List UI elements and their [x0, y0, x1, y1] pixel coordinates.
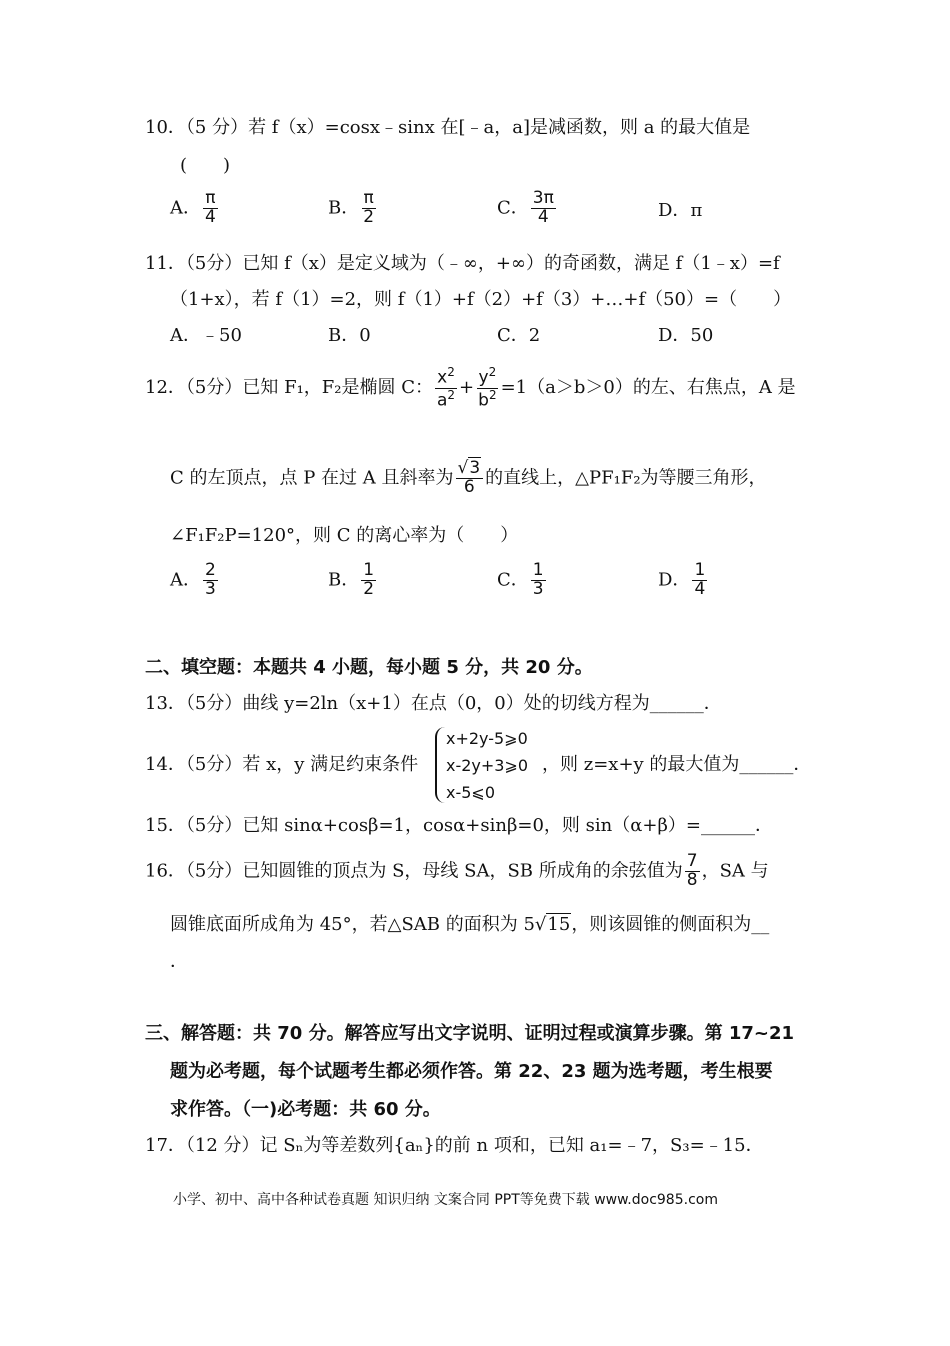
- ellipse-y-fraction: $\frac{y^2}{b^2}$: [478, 365, 497, 411]
- q10-option-c: C． $\frac{3\pi}{4}$: [497, 188, 554, 227]
- ellipse-x-fraction: $\frac{x^2}{a^2}$: [436, 365, 456, 411]
- fraction: $\frac{2}{3}$: [205, 560, 216, 599]
- q14-pre: 14．（5分）若 x，y 满足约束条件: [145, 754, 419, 775]
- q16-line2: 圆锥底面所成角为 45°，若△SAB 的面积为 5√15，则该圆锥的侧面积为__: [170, 914, 770, 935]
- constraint-3: x-5⩽0: [446, 783, 496, 802]
- q14-post: ，则 z=x+y 的最大值为______．: [542, 754, 812, 775]
- constraint-2: x-2y+3⩾0: [446, 756, 529, 775]
- question-number: 11．: [145, 253, 186, 274]
- question-number: 12．: [145, 377, 186, 398]
- q12-line3: ∠F₁F₂P=120°，则 C 的离心率为（ ）: [170, 525, 519, 546]
- q11-option-d: D．50: [658, 325, 714, 346]
- q12-line1: 12．（5分）已知 F₁，F₂是椭圆 C： $\frac{x^2}{a^2}$ + $\frac{y^2}{b^2}$ =1（a＞b＞0）的左、右焦点，A 是: [145, 365, 796, 411]
- q12-option-d: D． $\frac{1}{4}$: [658, 560, 706, 599]
- question-number: 10．: [145, 117, 186, 138]
- q10-option-b: B． $\frac{\pi}{2}$: [328, 188, 375, 227]
- fraction: $\frac{1}{4}$: [694, 560, 706, 599]
- sqrt-icon: √: [457, 458, 469, 478]
- q16-line3: ．: [170, 951, 188, 972]
- slope-fraction: $\frac{√3}{6}$: [456, 460, 484, 497]
- section-heading-answer-line1: 三、解答题：共 70 分。解答应写出文字说明、证明过程或演算步骤。第 17~21: [145, 1023, 795, 1044]
- section-heading-fill-in: 二、填空题：本题共 4 小题，每小题 5 分，共 20 分。: [145, 657, 593, 678]
- q11-option-b: B．0: [328, 325, 371, 346]
- q10-line: [145, 118, 750, 139]
- q11-line1: 11．（5分）已知 f（x）是定义域为（﹣∞，+∞）的奇函数，满足 f（1﹣x）=f: [145, 253, 780, 274]
- q15-line: 15．（5分）已知 sinα+cosβ=1，cosα+sinβ=0，则 sin（α+β）=______．: [145, 815, 773, 836]
- fraction: $\frac{\pi}{2}$: [363, 188, 375, 227]
- cosine-fraction: $\frac{7}{8}$: [686, 851, 698, 890]
- question-number: 15．: [145, 815, 186, 836]
- q16-line1: 16．（5分）已知圆锥的顶点为 S，母线 SA，SB 所成角的余弦值为 $\frac{7}{8}$ ，SA 与: [145, 851, 769, 890]
- question-number: 13．: [145, 693, 186, 714]
- question-number: 17．: [145, 1135, 186, 1156]
- q12-option-a: A． $\frac{2}{3}$: [170, 560, 216, 599]
- q12-option-c: C． $\frac{1}{3}$: [497, 560, 544, 599]
- question-number: 16．: [145, 860, 186, 882]
- q11-option-c: C．2: [497, 325, 541, 346]
- question-number: 14．: [145, 754, 186, 775]
- footer-ad: 小学、初中、高中各种试卷真题 知识归纳 文案合同 PPT等免费下载 www.doc985.com: [173, 1192, 718, 1208]
- section-heading-answer-line3: 求作答。（一)必考题：共 60 分。: [170, 1099, 441, 1120]
- constraint-1: x+2y-5⩾0: [446, 729, 528, 748]
- q10-option-a: A． $\frac{\pi}{4}$: [170, 188, 216, 227]
- q10-option-d: D．π: [658, 200, 703, 221]
- fraction: $\frac{\pi}{4}$: [205, 188, 216, 227]
- q11-option-a: A．﹣50: [170, 325, 242, 346]
- q17-line: 17．（12 分）记 Sₙ为等差数列{aₙ}的前 n 项和，已知 a₁=﹣7，S₃=﹣15．: [145, 1135, 764, 1156]
- fraction: $\frac{3\pi}{4}$: [532, 188, 554, 227]
- q13-line: 13．（5分）曲线 y=2ln（x+1）在点（0，0）处的切线方程为______．: [145, 693, 722, 714]
- q11-line2: （1+x），若 f（1）=2，则 f（1）+f（2）+f（3）+…+f（50）=（ ）: [170, 289, 792, 310]
- q12-option-b: B． $\frac{1}{2}$: [328, 560, 375, 599]
- question-text: （5 分）若 f（x）=cosx﹣sinx 在[﹣a，a]是减函数，则 a 的最大值是: [185, 117, 751, 138]
- section-heading-answer-line2: 题为必考题，每个试题考生都必须作答。第 22、23 题为选考题，考生根要: [170, 1061, 773, 1082]
- fraction: $\frac{1}{3}$: [532, 560, 544, 599]
- q12-line2: C 的左顶点，点 P 在过 A 且斜率为 $\frac{√3}{6}$ 的直线上，△PF₁F₂为等腰三角形，: [170, 458, 767, 497]
- sqrt-icon: √: [534, 914, 547, 935]
- fraction: $\frac{1}{2}$: [363, 560, 375, 599]
- q10-paren: ( ): [180, 155, 231, 176]
